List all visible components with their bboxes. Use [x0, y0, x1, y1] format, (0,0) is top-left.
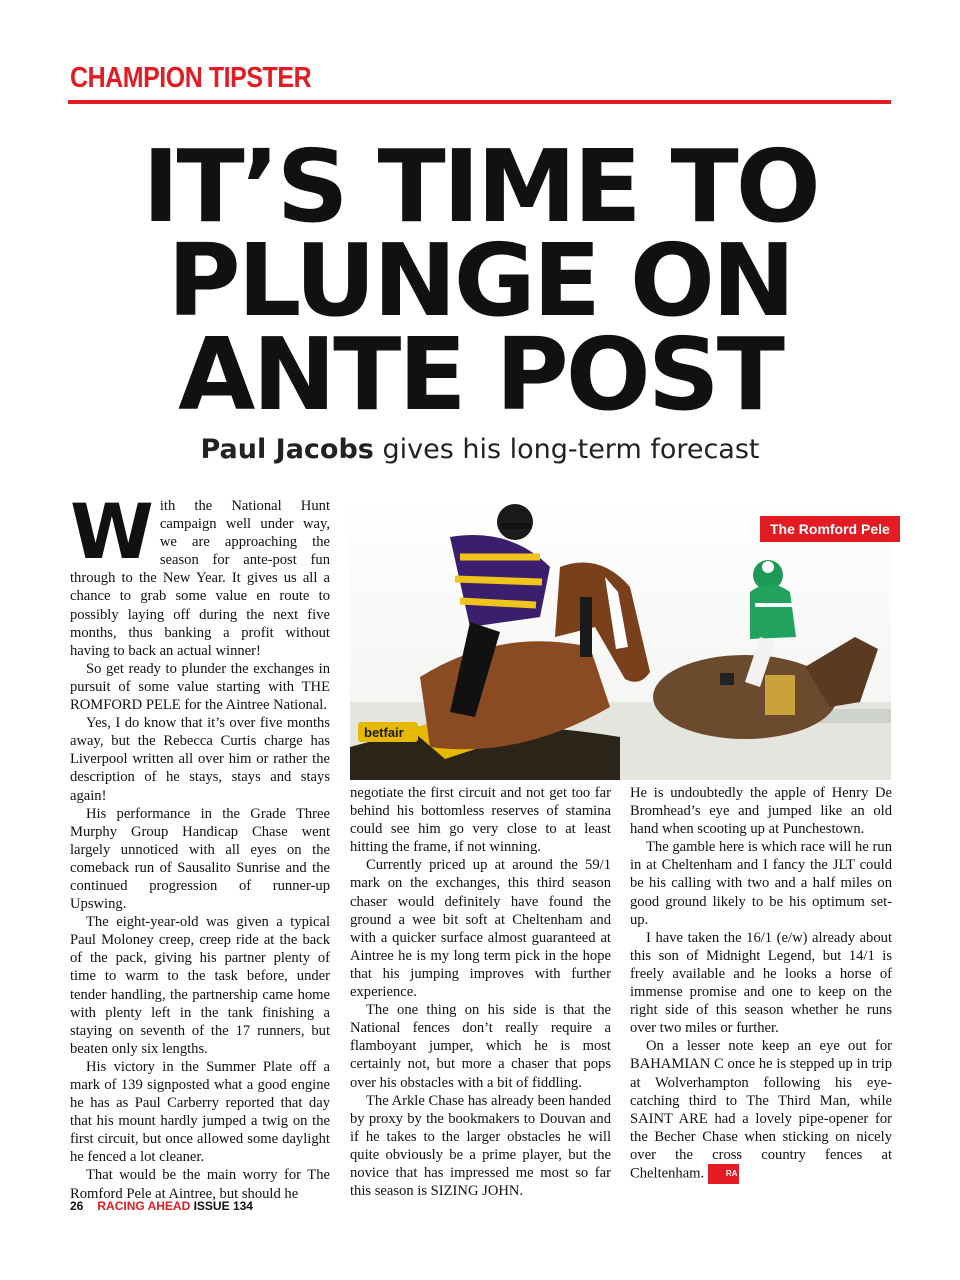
paragraph-text: ith the National Hunt campaign well under way, we are approaching the season for ante-post fun through to the New Year. It gives us all a chance to grab some value en route to possibly laying off during the next five months, thus banking a profit without having to back an actual winner!	[70, 498, 330, 659]
headline-line-2: PLUNGE ON	[167, 222, 793, 339]
paragraph	[70, 487, 330, 660]
standfirst	[0, 434, 960, 465]
paragraph: He is undoubtedly the apple of Henry De Bromhead’s eye and jumped like an old hand when scooting up at Punchestown.	[630, 785, 892, 838]
paragraph: I have taken the 16/1 (e/w) already about this son of Midnight Legend, but 14/1 is freely available and he looks a horse of immense promise and one to keep on the right side of this season whether he runs over two miles or further.	[630, 929, 892, 1037]
paragraph: The eight-year-old was given a typical Paul Moloney creep, creep ride at the back of the pack, giving his partner plenty of time to warm to the task before, under tender handling, the partnership came home with plenty left in the tank finishing a staying on seventh of the 17 runners, but beaten only six lengths.	[70, 914, 330, 1057]
article-column-3	[630, 784, 892, 1184]
author-name: Paul Jacobs	[200, 434, 374, 465]
end-mark-icon: RA	[708, 1164, 740, 1184]
page-footer	[70, 1199, 253, 1213]
paragraph-text: On a lesser note keep an eye out for BAHAMIAN C once he is stepped up in trip at Wolverhampton following his eye-catching third to The Third Man, while SAINT ARE had a lovely pipe-opener for the Becher Chase when sticking on nicely over the cross country fences at Cheltenham.	[630, 1038, 892, 1182]
paragraph: negotiate the first circuit and not get too far behind his bottomless reserves of stamina could see him go very close to at least hitting the frame, if not winning.	[350, 785, 611, 856]
article-column-2	[350, 784, 611, 1200]
paragraph: That would be the main worry for The Romford Pele at Aintree, but should he	[70, 1167, 330, 1202]
article-column-1	[70, 487, 330, 1203]
magazine-name: RACING AHEAD	[97, 1199, 191, 1213]
headline	[0, 128, 960, 433]
paragraph: His victory in the Summer Plate off a mark of 139 signposted what a good engine he has as Paul Carberry reported that day that his mount hardly jumped a twig on the first circuit, but once allowed some daylight he fenced a lot cleaner.	[70, 1058, 330, 1166]
headline-line-3: ANTE POST	[178, 316, 782, 433]
paragraph: His performance in the Grade Three Murphy Group Handicap Chase went largely unnoticed with all eyes on the comeback run of Sausalito Sunrise and the continued progression of runner-up Upswing.	[70, 805, 330, 913]
paragraph: The one thing on his side is that the National fences don’t really require a flamboyant jumper, which he is most certainly not, but more a chaser that pops over his obstacles with a bit of fiddling.	[350, 1002, 611, 1091]
photo-caption: The Romford Pele	[760, 516, 900, 542]
issue-number: ISSUE 134	[193, 1199, 253, 1213]
section-rule	[68, 100, 891, 104]
paragraph: Currently priced up at around the 59/1 mark on the exchanges, this third season chaser would definitely have found the ground a wee bit soft at Cheltenham and with a quicker surface almost guaranteed at Aintree he is my long term pick in the hope that his jumping improves with further experience.	[350, 857, 611, 1001]
standfirst-text: gives his long-term forecast	[373, 434, 760, 465]
paragraph: The gamble here is which race will he run in at Cheltenham and I fancy the JLT could be his calling with two and a half miles on good ground likely to be his optimum set-up.	[630, 839, 892, 928]
headline-line-1: IT’S TIME TO	[142, 128, 818, 245]
paragraph: Yes, I do know that it’s over five months away, but the Rebecca Curtis charge has Liverpool written all over him or rather the description of he stays, stays and stays again!	[70, 715, 330, 804]
drop-cap: W	[70, 487, 154, 576]
paragraph: The Arkle Chase has already been handed by proxy by the bookmakers to Douvan and if he takes to the larger obstacles he will quite obviously be a prime player, but the novice that has impressed me most so far this season is SIZING JOHN.	[350, 1092, 611, 1200]
section-label: CHAMPION TIPSTER	[70, 62, 312, 94]
paragraph: So get ready to plunder the exchanges in pursuit of some value starting with THE ROMFORD PELE for the Aintree National.	[70, 660, 330, 714]
sponsor-board-text: betfair	[364, 725, 404, 740]
paragraph	[630, 1037, 892, 1184]
page-number: 26	[70, 1199, 84, 1213]
